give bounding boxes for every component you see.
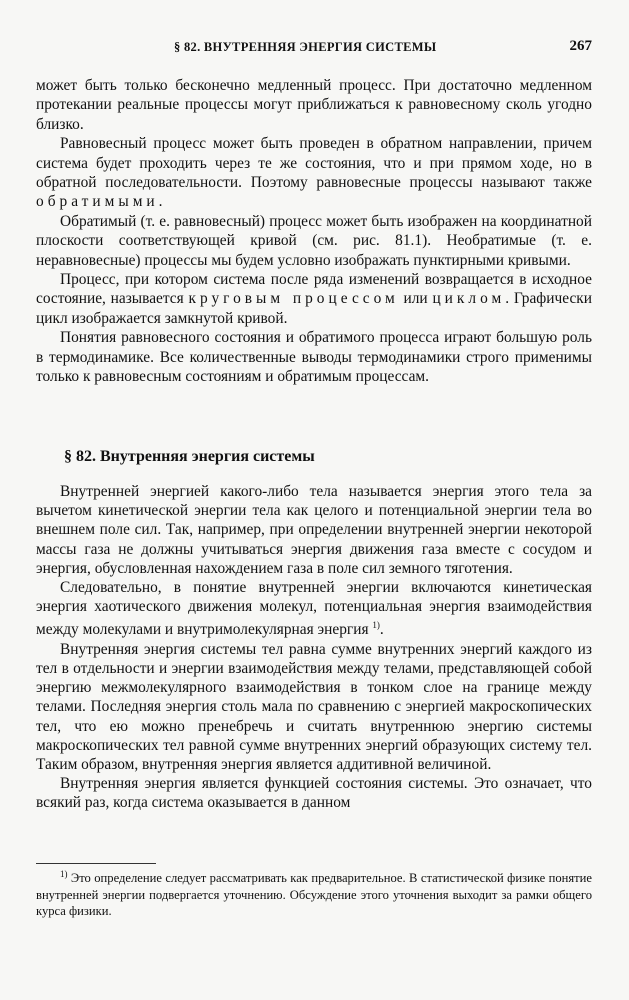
paragraph-text: Понятия равновесного состояния и обратимого процесса играют большую роль в термодинамике. Все количественные выводы термодинамики строго применимы только к равновесным состояниям и обратимым процессам. (36, 329, 592, 386)
spaced-term: циклом (432, 290, 506, 308)
spaced-term: круговым процессом (188, 290, 399, 308)
paragraph (36, 76, 592, 134)
paragraph-text: Внутренняя энергия является функцией состояния системы. Это означает, что всякий раз, когда система оказывается в данном (36, 775, 592, 812)
paragraph-text: Процесс, при котором система после ряда изменений возвращается в исходное состояние, называется (36, 271, 592, 308)
paragraph (36, 482, 592, 578)
footnote-divider (36, 863, 156, 864)
paragraph-text: или (398, 290, 433, 308)
paragraph (36, 212, 592, 270)
paragraph (36, 134, 592, 212)
paragraph-text: Внутренняя энергия системы тел равна сумме внутренних энергий каждого из тел в отдельности и энергии взаимодействия между телами, представляющей собой энергию межмолекулярного взаимодействия в тонком слое на границе между телами. Последняя энергия столь мала по сравнению с энергией макроскопических тел, что ею можно пренебречь и считать внутреннюю энергию системы макроскопических тел равной сумме внутренних энергий образующих систему тел. Таким образом, внутренняя энергия является аддитивной величиной. (36, 640, 592, 773)
footnote-mark[interactable]: 1) (372, 620, 380, 631)
body-text-section (36, 482, 592, 813)
footnote-mark: 1) (60, 869, 68, 879)
paragraph-text: Равновесный процесс может быть проведен в обратном направлении, причем система будет проходить через те же состояния, что и при прямом ходе, но в обратной последовательности. Поэтому равновесные процессы называют также (36, 135, 592, 192)
paragraph (36, 640, 592, 774)
paragraph (36, 578, 592, 640)
paragraph (36, 270, 592, 328)
paragraph-text: может быть только бесконечно медленный процесс. При достаточно медленном протекании реальные процессы могут приближаться к равновесному сколь угодно близко. (36, 77, 592, 133)
page-number: 267 (569, 38, 592, 54)
running-head: § 82. ВНУТРЕННЯЯ ЭНЕРГИЯ СИСТЕМЫ (174, 40, 437, 54)
paragraph-text: Обратимый (т. е. равновесный) процесс может быть изображен на координатной плоскости соответствующей кривой (см. рис. 81.1). Необратимые (т. е. неравновесные) процессы мы будем условно изображать пунктирными кривыми. (36, 212, 592, 269)
body-text-top (36, 76, 592, 387)
footnote (36, 866, 592, 920)
page-header (36, 40, 592, 62)
section-title: § 82. Внутренняя энергия системы (64, 448, 315, 465)
paragraph-text: . (158, 193, 163, 211)
paragraph (36, 774, 592, 812)
footnote-text: Это определение следует рассматривать как предварительное. В статистической физике понятие внутренней энергии подвергается уточнению. Обсуждение этого уточнения выходит за рамки общего курса физики. (36, 871, 592, 919)
paragraph-text: Следовательно, в понятие внутренней энергии включаются кинетическая энергия хаотического движения молекул, потенциальная энергия взаимодействия между молекулами и внутримолекулярная энергия (36, 579, 592, 639)
paragraph (36, 328, 592, 386)
paragraph-text: Внутренней энергией какого-либо тела называется энергия этого тела за вычетом кинетической энергии тела как целого и потенциальной энергии тела во внешнем поле сил. Так, например, при определении внутренней энергии некоторой массы газа не должны учитываться энергия движения газа вместе с сосудом и энергия, обусловленная нахождением газа в поле сил земного тяготения. (36, 483, 592, 577)
paragraph-text: . Графически цикл изображается замкнутой кривой. (36, 290, 592, 327)
spaced-term: обратимыми (36, 193, 159, 211)
paragraph-text: . (379, 621, 384, 639)
